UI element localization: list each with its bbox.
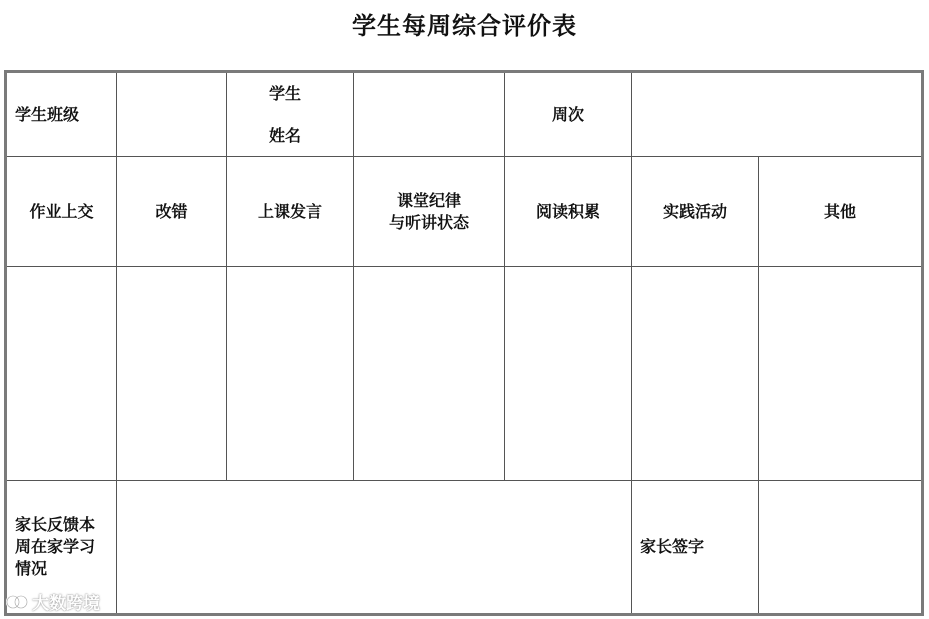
entry-cell-reading[interactable] xyxy=(505,267,632,481)
parent-feedback-field[interactable] xyxy=(117,481,632,613)
column-header-label: 上课发言 xyxy=(257,201,322,221)
entry-cell-practice[interactable] xyxy=(632,267,759,481)
week-label-cell xyxy=(505,73,632,157)
parent-feedback-label-line3: 情况 xyxy=(15,559,48,578)
student-name-label-line1: 学生 xyxy=(268,83,301,103)
column-header-label: 作业上交 xyxy=(29,201,94,221)
parent-signature-field[interactable] xyxy=(759,481,921,613)
entry-cell-other[interactable] xyxy=(759,267,921,481)
class-value-field[interactable] xyxy=(117,73,227,157)
watermark-text: 大数跨境 xyxy=(32,594,100,614)
parent-signature-label: 家长签字 xyxy=(640,537,705,556)
entry-cell-class-speaking[interactable] xyxy=(227,267,354,481)
entry-cell-discipline[interactable] xyxy=(354,267,505,481)
student-name-label-cell xyxy=(227,73,354,157)
column-header-label-line1: 课堂纪律 xyxy=(396,190,461,210)
week-label: 周次 xyxy=(551,104,584,124)
column-header-other xyxy=(759,157,921,267)
column-header-label: 改错 xyxy=(155,201,188,221)
class-label: 学生班级 xyxy=(15,104,80,124)
column-header-label-line2: 与听讲状态 xyxy=(388,212,469,232)
watermark xyxy=(6,589,100,614)
watermark-logo-icon xyxy=(6,593,28,611)
class-label-cell xyxy=(7,73,117,157)
student-name-value-field[interactable] xyxy=(354,73,505,157)
weekly-evaluation-table xyxy=(4,70,924,616)
column-header-discipline xyxy=(354,157,505,267)
column-header-homework xyxy=(7,157,117,267)
parent-feedback-label-line2: 周在家学习 xyxy=(15,537,96,556)
column-header-corrections xyxy=(117,157,227,267)
column-header-label: 阅读积累 xyxy=(535,201,600,221)
entry-cell-corrections[interactable] xyxy=(117,267,227,481)
week-value-field[interactable] xyxy=(632,73,921,157)
parent-feedback-label-line1: 家长反馈本 xyxy=(15,515,96,534)
column-header-label: 实践活动 xyxy=(662,201,727,221)
column-header-reading xyxy=(505,157,632,267)
page-title: 学生每周综合评价表 xyxy=(352,12,577,40)
column-header-practice xyxy=(632,157,759,267)
column-header-label: 其他 xyxy=(823,201,856,221)
parent-signature-label-cell xyxy=(632,481,759,613)
column-header-class-speaking xyxy=(227,157,354,267)
student-name-label-line2: 姓名 xyxy=(268,125,301,145)
entry-cell-homework[interactable] xyxy=(7,267,117,481)
